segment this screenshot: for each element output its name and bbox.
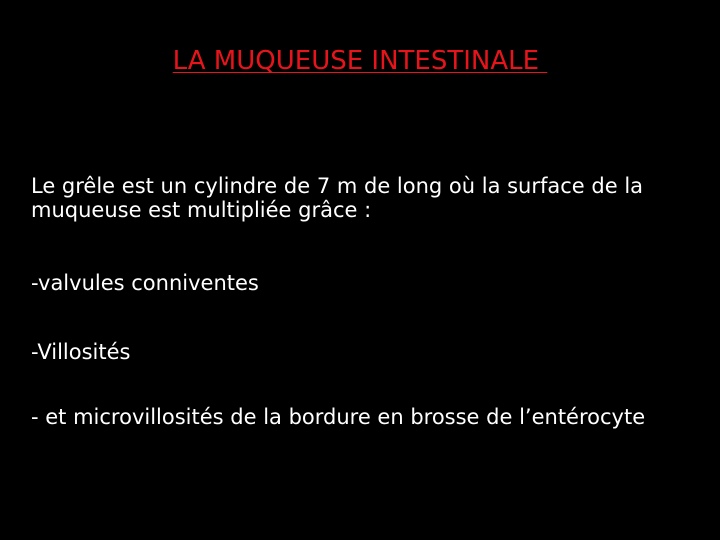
intro-line-1: Le grêle est un cylindre de 7 m de long où la surface de la [31,174,644,198]
bullet-villosites: -Villosités [31,340,131,364]
intro-paragraph [31,174,643,222]
slide-title: LA MUQUEUSE INTESTINALE [172,46,548,76]
intro-line-2: muqueuse est multipliée grâce : [31,198,372,222]
bullet-microvillosites: - et microvillosités de la bordure en brosse de l’entérocyte [31,405,646,429]
bullet-valvules: -valvules conniventes [31,271,259,295]
